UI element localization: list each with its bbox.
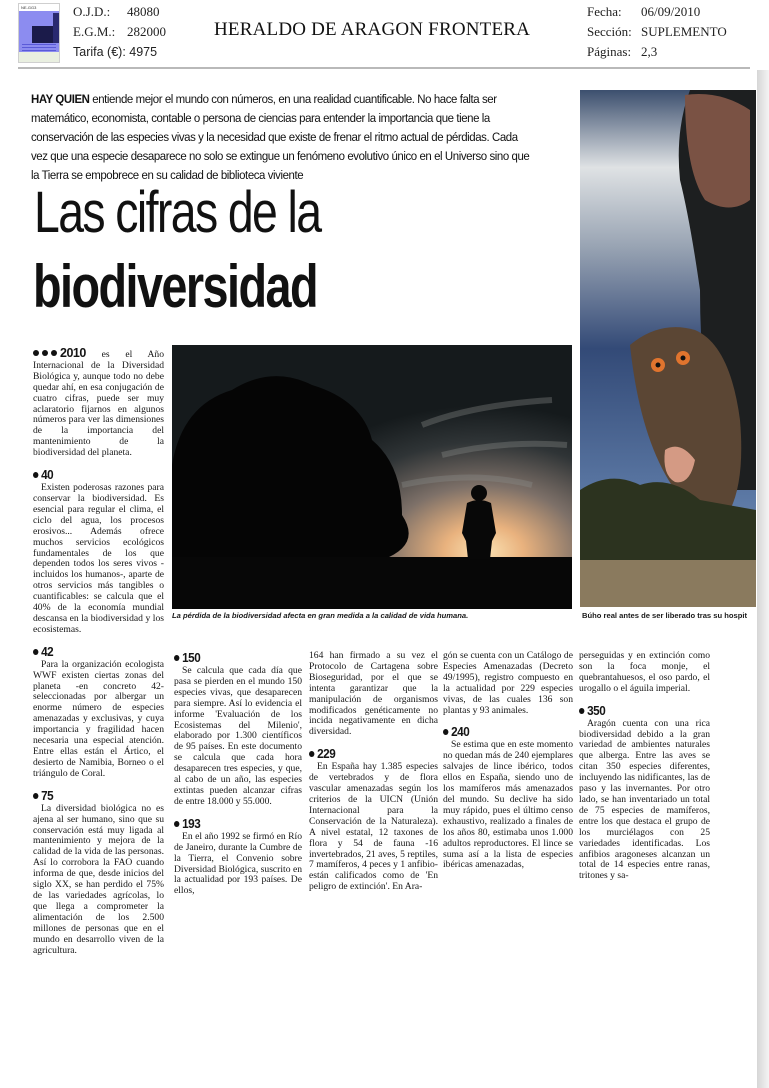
figure-text-continued: 164 han firmado a su vez el Protocolo de Cartagena sobre Bioseguridad, por el que se intenta garantizar que la manipulación de organismos modificados genéticamente no incida negativamente en dicha diversidad. — [309, 650, 438, 738]
bullet-icon — [174, 655, 179, 661]
headline-line-1: Las cifras de la — [34, 180, 321, 245]
tarifa-value: 4975 — [129, 45, 158, 59]
publication-details — [587, 2, 727, 62]
figure-heading — [33, 645, 151, 659]
ojd-label: O.J.D.: — [73, 4, 111, 19]
figure-heading — [33, 468, 151, 482]
bullet-icon — [33, 649, 38, 655]
thumbnail-photo-block-2 — [53, 13, 60, 43]
figure-heading — [579, 704, 697, 718]
bullet-icon — [51, 350, 57, 356]
bullet-icon — [33, 350, 39, 356]
figure-number: 75 — [41, 787, 54, 803]
page-thumbnail[interactable] — [18, 3, 60, 63]
paginas-label: Páginas: — [587, 44, 632, 59]
bullet-icon — [33, 472, 38, 478]
figure-240 — [443, 725, 573, 871]
seccion-label: Sección: — [587, 24, 632, 39]
egm-row — [73, 22, 166, 42]
text-column-4 — [443, 651, 573, 880]
figure-number: 2010 — [60, 346, 86, 360]
figure-number: 350 — [587, 702, 606, 718]
intro-lead: HAY QUIEN — [31, 92, 90, 106]
figure-150 — [174, 651, 302, 808]
figure-text: es el Año Internacional de la Diversidad Biológica y, aunque todo no debe quedar ahí, en esa conjugación de cuatro cifras, puede ser muy aclaratorio fijarnos en algunos números para ver las dimensiones de la importancia del mantenimiento de la biodiversidad del planeta. — [33, 349, 164, 459]
figure-42 — [33, 645, 164, 780]
figure-229 — [309, 747, 438, 893]
bullet-icon — [42, 350, 48, 356]
text-column-2 — [174, 651, 302, 906]
main-photo-caption: La pérdida de la biodiversidad afecta en gran medida a la calidad de vida humana. — [172, 611, 469, 620]
figure-text: Para la organización ecologista WWF existen ciertas zonas del planeta -en concreto 42- seleccionadas por albergar un enorme número de especies amenazadas y exclusivas, y cuya importancia y fragilidad hacen necesaria una especial atención. Entre ellas están el Ártico, el desierto de Namibia, Borneo o el triángulo de Coral. — [33, 658, 164, 779]
figure-text: Existen poderosas razones para conservar la biodiversidad. Es esencial para regular el clima, el ciclo del agua, los procesos erosivos... Además ofrece muchos servicios ecológicos fundamentales de los que dependen todos los seres vivos -incluidos los humanos-, aparte de otros servicios más tangibles o cuantificables: se calcula que el 40% de la economía mundial descansa en la biodiversidad y los ecosistemas. — [33, 482, 164, 635]
headline-line-2: biodiversidad — [33, 253, 317, 320]
publication-name: HERALDO DE ARAGON FRONTERA — [214, 19, 531, 40]
fecha-row — [587, 2, 727, 22]
figure-193-continued — [309, 651, 438, 738]
figure-240-continued — [579, 651, 710, 695]
figure-text-continued: perseguidas y en extinción como son la foca monje, el quebrantahuesos, el oso pardo, el urogallo o el águila imperial. — [579, 650, 710, 694]
sunset-photo-graphic — [172, 345, 572, 609]
paginas-row — [587, 42, 727, 62]
figure-2010-paragraph — [33, 348, 164, 459]
figure-193 — [174, 817, 302, 897]
sunset-silhouette-photo — [172, 345, 572, 609]
figure-number: 40 — [41, 467, 54, 483]
figure-229-continued — [443, 651, 573, 716]
figure-heading — [33, 789, 151, 803]
ojd-row — [73, 2, 166, 22]
fecha-label: Fecha: — [587, 4, 622, 19]
header-divider — [18, 67, 750, 69]
figure-2010 — [33, 348, 164, 459]
figure-text: La diversidad biológica no es ajena al ser humano, sino que su conservación está muy ligada al mantenimiento y mejora de la calidad de la vida de las personas. Así lo corrobora la FAO cuando informa de que, desde inicios del siglo XX, se han perdido el 75% de las variedades agrícolas, lo que llega a comprometer la alimentación de los 2.500 millones de personas que en el mundo en desarrollo viven de la agricultura. — [33, 802, 164, 956]
bullet-icon — [443, 729, 448, 735]
egm-value: 282000 — [127, 24, 166, 39]
figure-text: Se calcula que cada día que pasa se pierden en el mundo 150 especies vivas, que desaparecen para siempre. Así lo evidencia el informe 'Evaluación de los Ecosistemas del Milenio', elaborado por 1.300 científicos de 95 países. En este documento se calcula que cada hora desaparecen tres especies, y que, al cabo de un año, las especies extintas pueden alcanzar cifras de entre 18.000 y 55.000. — [174, 665, 302, 807]
figure-heading — [309, 747, 425, 761]
owl-photo-caption: Búho real antes de ser liberado tras su hospit — [582, 611, 747, 620]
text-column-3 — [309, 651, 438, 902]
figure-75 — [33, 789, 164, 957]
fecha-value: 06/09/2010 — [641, 4, 701, 19]
figure-number: 42 — [41, 643, 54, 659]
figure-text: Aragón cuenta con una rica biodiversidad debido a la gran variedad de ambientes naturales que alberga. Entre las aves se citan 350 especies diferentes, incluyendo las nidificantes, las de paso y las invernantes. Por otro lado, se han inventariado un total de 75 especies de mamíferos, entre los que destaca el grupo de los murciélagos con 25 variedades identificadas. Los anfibios aragoneses alcanzan un total de 14 especies entre ranas, tritones y sa- — [579, 717, 710, 882]
tarifa-row — [73, 42, 166, 62]
figure-text: Se estima que en este momento no quedan más de 240 ejemplares salvajes de lince ibérico, todos ellos en España, siendo uno de los mamíferos más amenazados del mundo. Su declive ha sido muy rápido, pues el último censo exhaustivo, realizado a finales de los años 80, estimaba unos 1.000 adultos reproductores. El lince se suma así a la lista de especies ibéricas amenazadas, — [443, 739, 573, 871]
clipping-header — [0, 0, 769, 70]
bullet-icon — [33, 793, 38, 799]
figure-text-continued: gón se cuenta con un Catálogo de Especies Amenazadas (Decreto 49/1995), registro compuesto en la actualidad por 229 especies vivas, de las cuales 136 son plantas y 93 animales. — [443, 650, 573, 716]
figure-text: En España hay 1.385 especies de vertebrados y de flora vascular amenazadas según los criterios de la UICN (Unión Internacional para la Conservación de la Naturaleza). A nivel estatal, 12 taxones de flora y 54 de fauna -16 invertebrados, 21 aves, 5 reptiles, 7 mamíferos, 4 peces y 1 anfibio- están calificados como de 'En peligro de extinción'. En Ara- — [309, 761, 438, 893]
figure-350 — [579, 704, 710, 883]
figure-heading — [174, 651, 289, 665]
owl-photo-graphic — [580, 90, 756, 607]
bullet-icon — [174, 821, 179, 827]
thumbnail-footer — [19, 52, 59, 62]
tarifa-label: Tarifa (€): — [73, 45, 126, 59]
article-intro — [31, 90, 529, 185]
text-column-5 — [579, 651, 710, 891]
figure-number: 240 — [451, 724, 470, 740]
egm-label: E.G.M.: — [73, 24, 116, 39]
text-column-1 — [33, 348, 164, 965]
figure-number: 150 — [182, 650, 201, 665]
figure-number: 193 — [182, 815, 201, 831]
figure-heading — [443, 725, 560, 739]
ojd-value: 48080 — [127, 4, 160, 19]
figure-40 — [33, 468, 164, 636]
seccion-row — [587, 22, 727, 42]
seccion-value: SUPLEMENTO — [641, 24, 727, 39]
eagle-owl-photo — [580, 90, 756, 607]
page-edge-shadow — [757, 70, 769, 1088]
circulation-info — [73, 2, 166, 62]
bullet-icon — [309, 751, 314, 757]
figure-number: 229 — [317, 746, 336, 762]
bullet-icon — [579, 708, 584, 714]
paginas-value: 2,3 — [641, 44, 658, 59]
figure-text: En el año 1992 se firmó en Río de Janeiro, durante la Cumbre de la Tierra, el Convenio sobre Diversidad Biológica, suscrito en la actualidad por 193 países. De ellos, — [174, 830, 302, 897]
figure-heading — [174, 817, 289, 831]
thumbnail-label: NE-GG3 — [19, 4, 59, 11]
intro-text: entiende mejor el mundo con números, en una realidad cuantificable. No hace falta ser matemático, economista, contable o persona de ciencias para entender la importancia que tiene la conservación de las especies vivas y la necesidad que existe de frenar el ritmo actual de pérdidas. Cada vez que una especie desaparece no solo se extingue un fenómeno evolutivo único en el Universo sino que la Tierra se empobrece en su calidad de biblioteca viviente — [31, 92, 530, 182]
